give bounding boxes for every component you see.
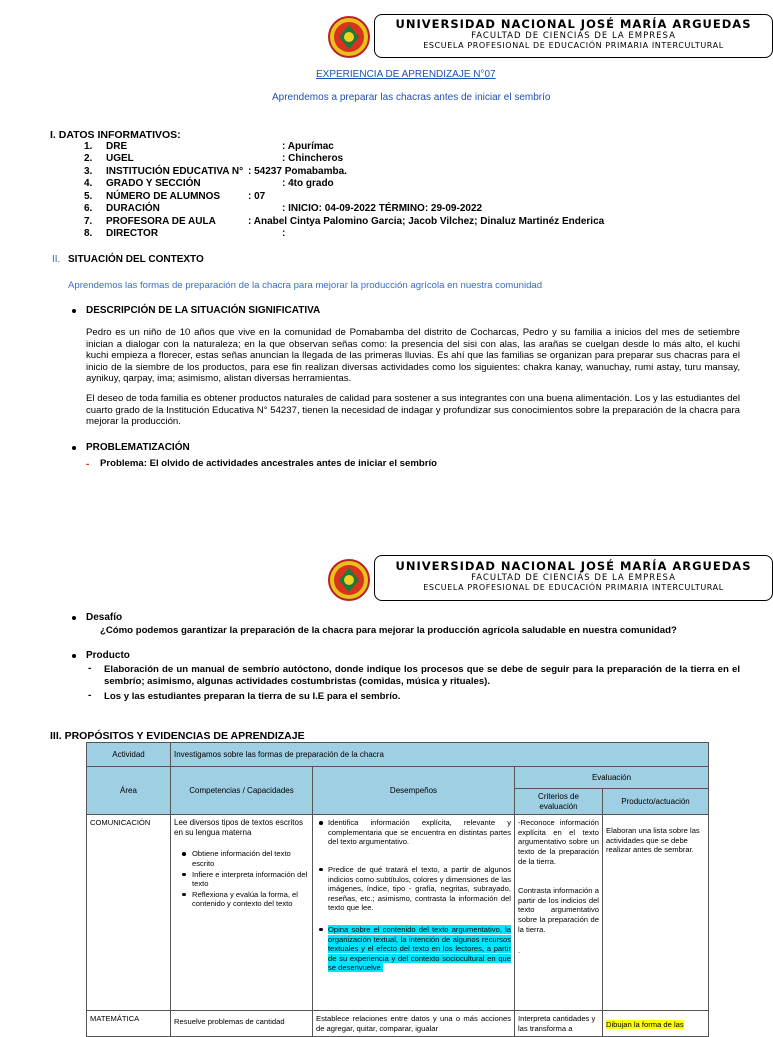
competencia-comunicacion <box>171 815 313 1011</box>
info-row-number: 8. <box>84 228 93 239</box>
info-row-number: 4. <box>84 178 93 189</box>
info-row-value: : INICIO: 04-09-2022 TÉRMINO: 29-09-2022 <box>282 203 483 214</box>
producto-item: Dibujan la forma de las <box>606 1020 684 1030</box>
competencia-text: Lee diversos tipos de textos escritos en su lengua materna <box>174 818 303 837</box>
desempeno-item-text: Opina sobre el contenido del texto argumentativo, la organización textual, la intención de algunos recursos textuales y el efecto del texto en los lectores, a partir de su experiencia y del contexto sociocultural en que se desenvuelve. <box>328 924 511 973</box>
info-row-label: UGEL <box>106 153 134 164</box>
competencia-text: Resuelve problemas de cantidad <box>174 1017 285 1027</box>
desempeno-item <box>328 925 511 973</box>
producto-comunicacion <box>603 815 709 1011</box>
info-row-label: GRADO Y SECCIÓN <box>106 178 201 189</box>
section-3-heading: III. PROPÓSITOS Y EVIDENCIAS DE APRENDIZAJE <box>50 730 305 742</box>
university-header <box>374 14 773 58</box>
info-row-number: 1. <box>84 141 93 152</box>
criterio-item: Interpreta cantidades y las transforma a <box>518 1014 596 1033</box>
capacidad-item: Obtiene información del texto escrito <box>192 849 309 868</box>
capacidades-list <box>174 849 309 909</box>
info-row-number: 6. <box>84 203 93 214</box>
competencias-header: Competencias / Capacidades <box>171 767 313 815</box>
problematizacion-heading: PROBLEMATIZACIÓN <box>86 442 190 453</box>
area-matematica: MATEMÁTICA <box>87 1011 171 1037</box>
area-header: Área <box>87 767 171 815</box>
producto-heading: Producto <box>86 650 130 661</box>
info-row-value: : 07 <box>248 191 266 202</box>
info-row-value: : Anabel Cintya Palomino Garcia; Jacob Vilchez; Dinaluz Martinéz Enderica <box>248 216 605 227</box>
producto-item: Elaboran una lista sobre las actividades que se debe realizar antes de sembrar. <box>606 826 700 855</box>
info-row-value: : Apurímac <box>282 141 334 152</box>
problem-statement: Problema: El olvido de actividades ancestrales antes de iniciar el sembrío <box>100 458 437 469</box>
producto-matematica <box>603 1011 709 1037</box>
area-comunicacion: COMUNICACIÓN <box>87 815 171 1011</box>
faculty-name: FACULTAD DE CIENCIAS DE LA EMPRESA <box>471 31 676 41</box>
dash-marker: - <box>88 690 92 701</box>
criterio-item: . <box>518 946 521 956</box>
propositos-table <box>86 742 709 1037</box>
info-row-label: DIRECTOR <box>106 228 159 239</box>
university-name: UNIVERSIDAD NACIONAL JOSÉ MARÍA ARGUEDAS <box>395 559 752 573</box>
school-name: ESCUELA PROFESIONAL DE EDUCACIÓN PRIMARIA INTERCULTURAL <box>423 41 724 50</box>
competencia-matematica <box>171 1011 313 1037</box>
desempeno-item: Identifica información explícita, relevante y complementaria que se encuentra en distintas partes del texto argumentativo. <box>328 818 511 847</box>
info-row-number: 7. <box>84 216 93 227</box>
bullet <box>72 654 76 658</box>
desafio-heading: Desafío <box>86 612 123 623</box>
info-row-label: PROFESORA DE AULA <box>106 216 216 227</box>
actividad-label: Actividad <box>87 743 171 767</box>
info-row-value: : Chincheros <box>282 153 344 164</box>
university-logo <box>328 559 370 601</box>
info-row-label: NÚMERO DE ALUMNOS <box>106 191 221 202</box>
producto-item-1: Elaboración de un manual de sembrío autóctono, donde indique los procesos que se debe de seguir para la preparación de la tierra en el sembrío; asimismo, algunas actividades costumbristas (comidas, música y rituales). <box>104 664 740 687</box>
desempenos-header: Desempeños <box>313 767 515 815</box>
criterio-item: Contrasta información a partir de los indicios del texto argumentativo sobre la preparación de la tierra. <box>518 886 599 934</box>
document-title: EXPERIENCIA DE APRENDIZAJE N°07 <box>316 69 496 80</box>
capacidad-item: Infiere e interpreta información del texto <box>192 869 308 889</box>
criterios-comunicacion <box>515 815 603 1011</box>
capacidad-item: Reflexiona y evalúa la forma, el contenido y contexto del texto <box>192 890 309 909</box>
desempenos-list <box>316 818 511 973</box>
criterios-matematica <box>515 1011 603 1037</box>
producto-header: Producto/actuación <box>603 789 709 815</box>
section-1-heading: I. DATOS INFORMATIVOS: <box>50 129 181 141</box>
info-row-label: DRE <box>106 141 128 152</box>
university-name: UNIVERSIDAD NACIONAL JOSÉ MARÍA ARGUEDAS <box>395 17 752 31</box>
school-name: ESCUELA PROFESIONAL DE EDUCACIÓN PRIMARIA INTERCULTURAL <box>423 583 724 592</box>
info-row-number: 5. <box>84 191 93 202</box>
bullet <box>72 446 76 450</box>
university-header <box>374 555 773 601</box>
info-row-number: 3. <box>84 166 93 177</box>
faculty-name: FACULTAD DE CIENCIAS DE LA EMPRESA <box>471 573 676 583</box>
info-row-value: : <box>282 228 286 239</box>
desempenos-matematica <box>313 1011 515 1037</box>
info-row-number: 2. <box>84 153 93 164</box>
description-paragraph-2: El deseo de toda familia es obtener productos naturales de calidad para sostener a sus integrantes con una buena alimentación. Los y las estudiantes del cuarto grado de la Institución Educativa N° 54237, tienen la necesidad de indagar y profundizar sus conocimientos sobre la preparación de la chacra para mejorar la producción. <box>86 393 740 427</box>
section-2-heading: SITUACIÓN DEL CONTEXTO <box>68 254 204 265</box>
bullet <box>72 616 76 620</box>
desempeno-item: Predice de qué tratará el texto, a partir de algunos indicios como subtítulos, colores y dimensiones de las imágenes, índice, tipo - grafía, negritas, subrayado, reseñas, etc.; asimismo, contrasta la información del texto que lee. <box>328 864 511 913</box>
criterio-item: -Reconoce información explícita en el texto argumentativo sobre un texto de la preparación de la tierra. <box>518 818 599 866</box>
actividad-value: Investigamos sobre las formas de preparación de la chacra <box>171 743 709 767</box>
dash-marker: - <box>86 459 90 470</box>
university-logo <box>328 16 370 58</box>
info-row-label: DURACIÓN <box>106 203 160 214</box>
info-row-value: : 4to grado <box>282 178 334 189</box>
description-heading: DESCRIPCIÓN DE LA SITUACIÓN SIGNIFICATIVA <box>86 305 321 316</box>
section-2-number: II. <box>52 254 61 265</box>
producto-item-2: Los y las estudiantes preparan la tierra de su I.E para el sembrío. <box>104 691 401 702</box>
info-row-label: INSTITUCIÓN EDUCATIVA N° <box>106 166 244 177</box>
desempenos-comunicacion <box>313 815 515 1011</box>
document-subtitle: Aprendemos a preparar las chacras antes de iniciar el sembrío <box>272 92 551 103</box>
evaluacion-header: Evaluación <box>515 767 709 789</box>
context-statement: Aprendemos las formas de preparación de la chacra para mejorar la producción agrícola en nuestra comunidad <box>68 280 543 291</box>
desempeno-item: Establece relaciones entre datos y una o más acciones de agregar, quitar, comparar, igualar <box>316 1014 511 1033</box>
dash-marker: - <box>88 663 92 674</box>
description-paragraph-1: Pedro es un niño de 10 años que vive en la comunidad de Pomabamba del distrito de Cocharcas, Pedro y su familia a inicios del mes de setiembre inician a dialogar con la naturaleza; en la que observan señas como: la presencia del sisi con alas, las arañas se cuelgan desde lo más alto, el kuchi kuchi empieza a florecer, estas señas anuncian la llegada de las primeras lluvias. Es ahí que las familias se organizan para preparar sus chacras para el inicio de la siembre de los productos, para ese fin realizan diversas actividades como los siguientes: chakra kanay, wanuchay, rumi astay, turu mansay, aynikuy, qarpay, ima; asimismo, alistan diversas herramientas. <box>86 327 740 384</box>
criterios-header: Criterios de evaluación <box>515 789 603 815</box>
bullet <box>72 309 76 313</box>
desafio-text: ¿Cómo podemos garantizar la preparación de la chacra para mejorar la producción agrícola saludable en nuestra comunidad? <box>100 625 677 636</box>
info-row-value: : 54237 Pomabamba. <box>248 166 347 177</box>
